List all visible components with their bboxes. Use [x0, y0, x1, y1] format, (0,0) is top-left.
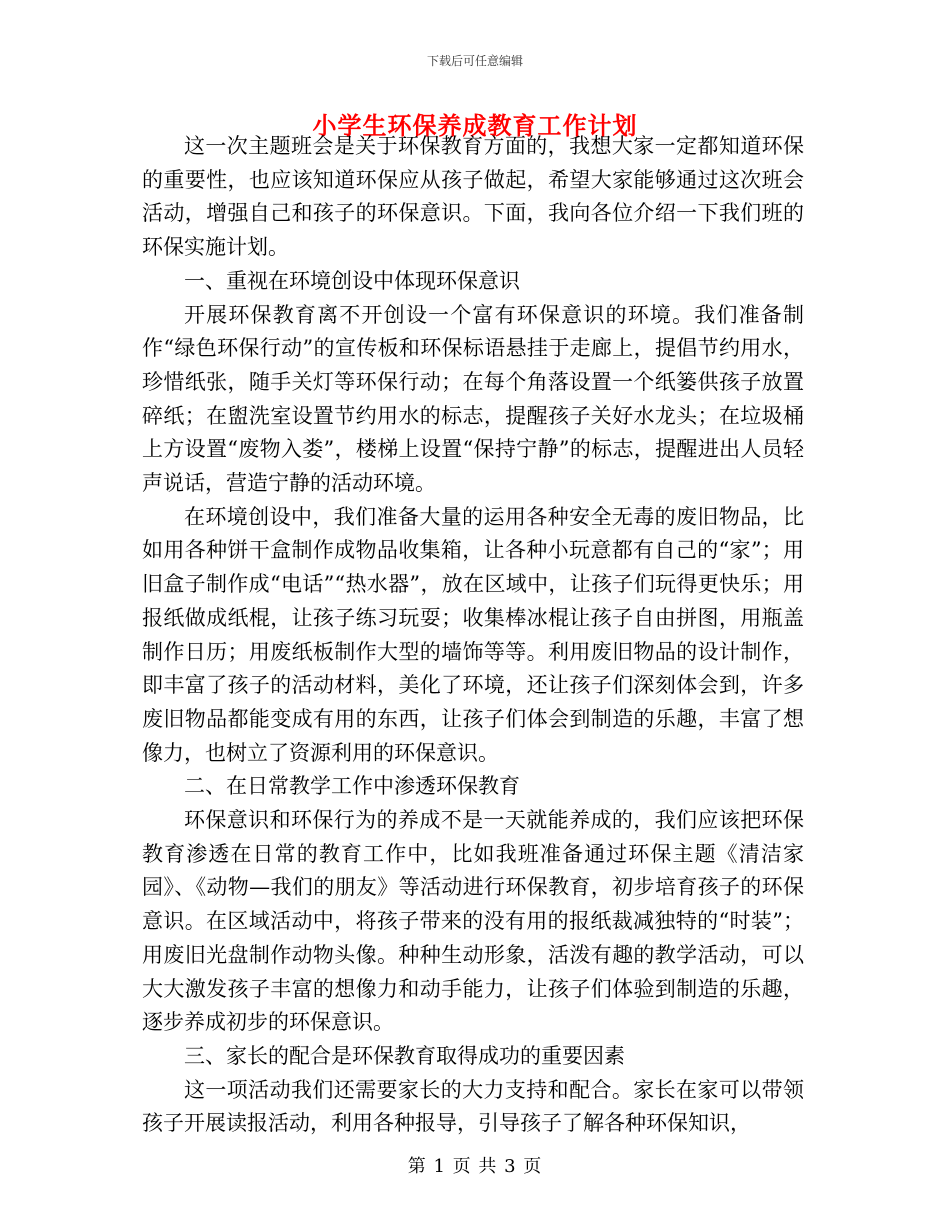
document-body: [142, 130, 804, 1141]
section-1-paragraph-2: 在环境创设中，我们准备大量的运用各种安全无毒的废旧物品，比如用各种饼干盒制作成物品收集箱，让各种小玩意都有自己的“家”；用旧盒子制作成“电话”“热水器”，放在区域中，让孩子们玩得更快乐；用报纸做成纸棍，让孩子练习玩耍；收集棒冰棍让孩子自由拼图，用瓶盖制作日历；用废纸板制作大型的墙饰等等。利用废旧物品的设计制作，即丰富了孩子的活动材料，美化了环境，还让孩子们深刻体会到，许多废旧物品都能变成有用的东西，让孩子们体会到制造的乐趣，丰富了想像力，也树立了资源利用的环保意识。: [142, 504, 804, 765]
section-heading-1: 一、重视在环境创设中体现环保意识: [184, 268, 520, 293]
section-2-paragraph-1: 环保意识和环保行为的养成不是一天就能养成的，我们应该把环保教育渗透在日常的教育工作中，比如我班准备通过环保主题《清洁家园》、《动物—我们的朋友》等活动进行环保教育，初步培育孩子的环保意识。在区域活动中，将孩子带来的没有用的报纸裁减独特的“时装”；用废旧光盘制作动物头像。种种生动形象，活泼有趣的教学活动，可以大大激发孩子丰富的想像力和动手能力，让孩子们体验到制造的乐趣，逐步养成初步的环保意识。: [142, 808, 804, 1035]
section-3-paragraph-1: 这一项活动我们还需要家长的大力支持和配合。家长在家可以带领孩子开展读报活动，利用各种报导，引导孩子了解各种环保知识，: [142, 1077, 804, 1136]
section-1-paragraph-1: 开展环保教育离不开创设一个富有环保意识的环境。我们准备制作“绿色环保行动”的宣传板和环保标语悬挂于走廊上，提倡节约用水，珍惜纸张，随手关灯等环保行动；在每个角落设置一个纸篓供孩子放置碎纸；在盥洗室设置节约用水的标志，提醒孩子关好水龙头；在垃圾桶上方设置“废物入娄”，楼梯上设置“保持宁静”的标志，提醒进出人员轻声说话，营造宁静的活动环境。: [142, 302, 804, 496]
document-title: 小学生环保养成教育工作计划: [312, 111, 638, 140]
page-number-footer: 第 1 页 共 3 页: [407, 1156, 543, 1177]
intro-paragraph: 这一次主题班会是关于环保教育方面的，我想大家一定都知道环保的重要性，也应该知道环保应从孩子做起，希望大家能够通过这次班会活动，增强自己和孩子的环保意识。下面，我向各位介绍一下我们班的环保实施计划。: [142, 134, 804, 260]
section-heading-3: 三、家长的配合是环保教育取得成功的重要因素: [184, 1043, 625, 1068]
header-note: 下载后可任意编辑: [426, 54, 523, 68]
section-heading-2: 二、在日常教学工作中渗透环保教育: [184, 774, 520, 799]
